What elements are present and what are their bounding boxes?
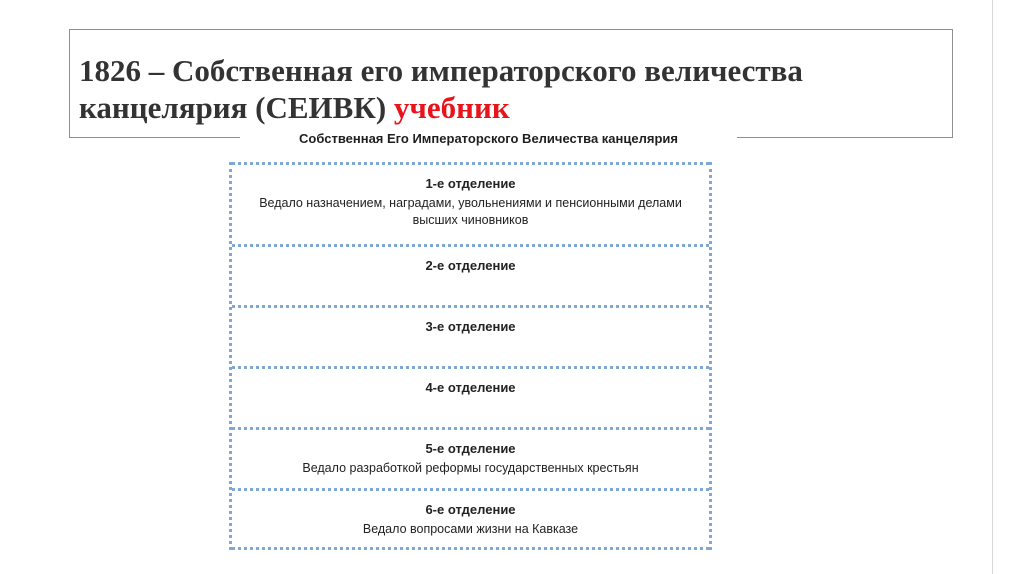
slide-title-accent: учебник (393, 90, 510, 125)
department-4 (232, 366, 709, 427)
slide-title-box (69, 29, 953, 138)
department-2-name: 2-е отделение (425, 258, 516, 273)
department-1-name: 1-е отделение (425, 176, 516, 191)
slide-title-line-2 (79, 89, 952, 126)
department-3-name: 3-е отделение (425, 319, 516, 334)
department-1-description-line-1: Ведало назначением, наградами, увольнениями и пенсионными делами (259, 196, 682, 210)
department-5-description: Ведало разработкой реформы государственных крестьян (302, 461, 639, 475)
department-5 (232, 427, 709, 488)
department-3 (232, 305, 709, 366)
department-2 (232, 244, 709, 305)
department-1-description (232, 195, 709, 229)
table-heading: Собственная Его Императорского Величества канцелярия (240, 126, 737, 152)
slide-title-line-1: 1826 – Собственная его императорского величества (79, 53, 803, 88)
department-6-name: 6-е отделение (425, 502, 516, 517)
department-1-description-line-2: высших чиновников (412, 213, 529, 227)
departments-table (229, 162, 712, 550)
slide-edge-line (992, 0, 993, 574)
department-6 (232, 488, 709, 550)
department-5-name: 5-е отделение (425, 441, 516, 456)
department-1 (232, 162, 709, 244)
department-4-name: 4-е отделение (425, 380, 516, 395)
slide-title-main: канцелярия (СЕИВК) (79, 90, 387, 125)
department-6-description: Ведало вопросами жизни на Кавказе (362, 522, 579, 536)
